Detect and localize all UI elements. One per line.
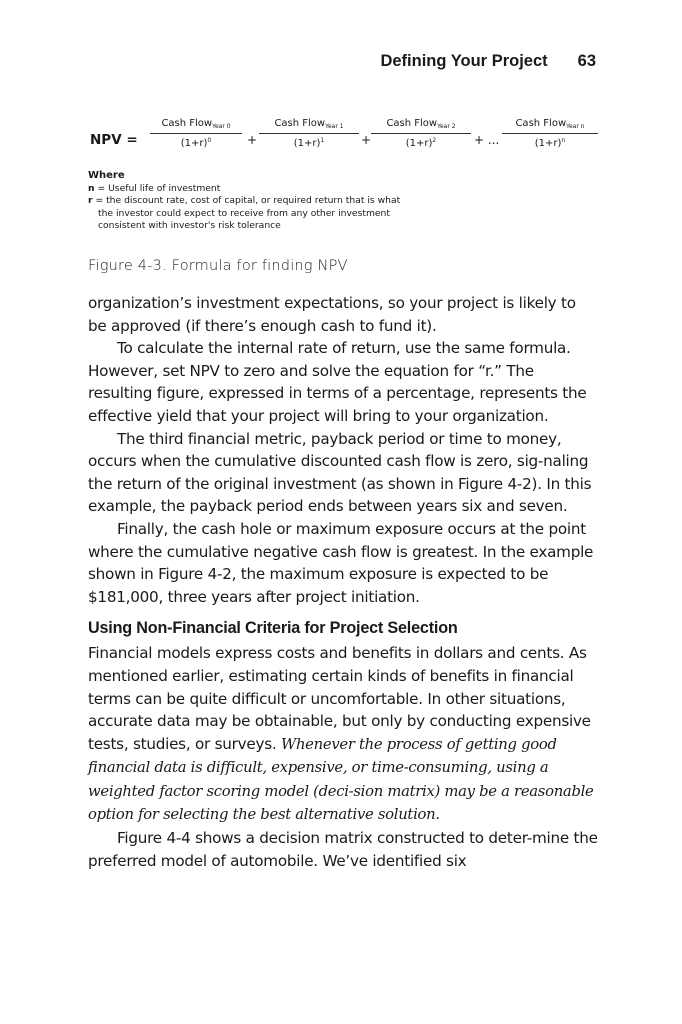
numerator-subscript: Year 0 [212,123,231,130]
body-text [88,292,598,872]
denominator-text: (1+r) [180,138,208,149]
denominator-exponent: n [561,137,566,144]
numerator-text: Cash Flow [161,118,213,129]
section-title: Defining Your Project [380,52,548,70]
paragraph: The third financial metric, payback period or time to money, occurs when the cumulative discounted cash flow is zero, sig-naling the return of the original investment (as shown in Figure 4-2). In this example, the payback period ends between years six and seven. [88,429,592,516]
r-definition-line-2: the investor could expect to receive from any other investment [98,207,390,219]
section-heading: Using Non-Financial Criteria for Project Selection [88,619,458,638]
numerator-text: Cash Flow [386,118,438,129]
figure-caption: Figure 4-3. Formula for finding NPV [88,258,348,274]
plus-ellipsis: + ... [474,133,500,147]
numerator-subscript: Year n [566,123,585,130]
paragraph [88,642,598,827]
n-definition-text: = Useful life of investment [94,182,221,194]
where-title: Where [88,170,125,181]
r-definition [88,195,508,208]
denominator-exponent: 1 [320,137,325,144]
r-definition-line-3: consistent with investor's risk tolerance [98,220,281,232]
numerator-text: Cash Flow [274,118,326,129]
denominator-text: (1+r) [534,138,562,149]
fraction-year-2 [371,118,471,149]
plus-operator: + [361,133,372,147]
paragraph: organization’s investment expectations, so your project is likely to be approved (if there’s enough cash to fund it). [88,294,576,335]
numerator-text: Cash Flow [515,118,567,129]
fraction-year-0 [150,118,242,149]
fraction-year-n [502,118,598,149]
numerator-subscript: Year 2 [437,123,456,130]
r-symbol: r [88,195,93,207]
numerator-subscript: Year 1 [325,123,344,130]
emphasized-text: Whenever the process of getting good financial data is difficult, expensive, or time-consuming, using a weighted factor scoring model (deci-sion matrix) may be a reasonable option for selecting the best alternative solution. [88,735,594,824]
denominator-text: (1+r) [405,138,433,149]
paragraph: To calculate the internal rate of return, use the same formula. However, set NPV to zero and solve the equation for “r.” The resulting figure, expressed in terms of a percentage, represents the effective yield that your project will bring to your organization. [88,339,587,425]
r-definition-text: = the discount rate, cost of capital, or required return that is what [92,195,401,207]
paragraph: Figure 4-4 shows a decision matrix constructed to deter-mine the preferred model of automobile. We’ve identified six [88,829,598,870]
npv-label: NPV = [90,132,138,148]
denominator-text: (1+r) [293,138,321,149]
npv-formula [88,118,598,164]
paragraph-text: Financial models express costs and benefits in dollars and cents. As mentioned earlier, estimating certain kinds of benefits in financial terms can be quite difficult or uncomfortable. In other situations, accurate data may be obtainable, but only by conducting expensive tests, studies, or surveys. [88,644,591,753]
n-symbol: n [88,182,95,194]
formula-definitions [88,170,508,233]
fraction-year-1 [259,118,359,149]
page-number: 63 [577,52,596,70]
paragraph: Finally, the cash hole or maximum exposure occurs at the point where the cumulative negative cash flow is greatest. In the example shown in Figure 4-2, the maximum exposure is expected to be $181,000, three years after project initiation. [88,519,594,606]
denominator-exponent: 2 [432,137,437,144]
n-definition [88,183,508,196]
running-header [380,52,596,71]
plus-operator: + [247,133,258,147]
denominator-exponent: 0 [207,137,212,144]
